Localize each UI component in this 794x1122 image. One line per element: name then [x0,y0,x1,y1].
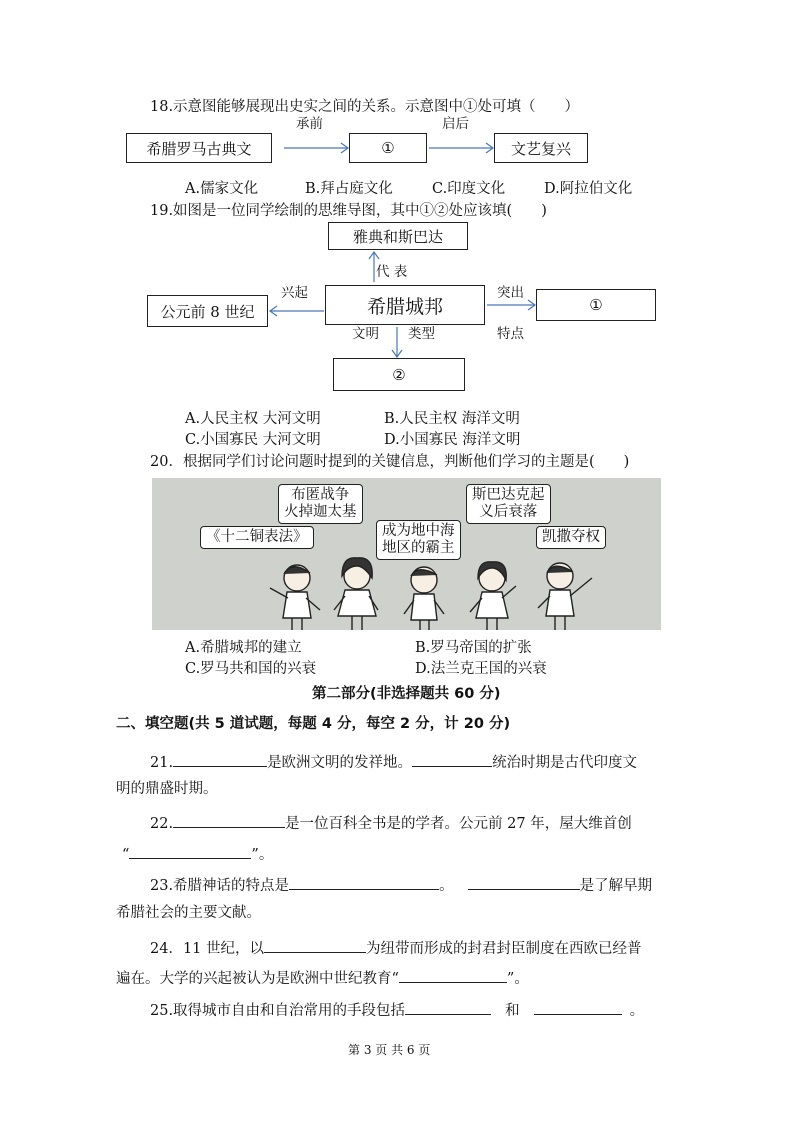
q21-num: 21. [150,755,174,771]
q24-text1: 为纽带而形成的封君封臣制度在西欧已经普 [366,941,642,957]
q22-blank-1[interactable] [173,813,285,828]
q23-text2: 是了解早期 [579,878,653,894]
q19-arrow-left [268,303,326,319]
q18-box-blank [349,133,427,163]
q18-stem: 18.示意图能够展现出史实之间的关系。示意图中①处可填（ ） [150,99,580,115]
q19-box-right [536,289,656,321]
q19-option-d[interactable]: D.小国寡民 海洋文明 [384,432,521,448]
q18-arrow1-label: 承前 [296,116,323,132]
q25-blank-1[interactable] [405,1000,491,1015]
q18-box-classical [126,133,272,163]
q19-option-a[interactable]: A.人民主权 大河文明 [185,411,321,427]
q19-box-center [325,285,485,325]
q19-label-bottom-right: 类型 [408,326,435,342]
q21-text2: 统治时期是古代印度文 [492,755,638,771]
q19-left-text: 公元前 8 世纪 [160,302,255,321]
q21-line1 [150,752,637,771]
q22-blank-2[interactable] [129,844,251,859]
q22-line2 [122,844,273,863]
q19-arrow-up [366,250,382,284]
q25-text2: 。 [629,1003,645,1019]
q19-option-c[interactable]: C.小国寡民 大河文明 [185,432,321,448]
q18-option-b[interactable]: B.拜占庭文化 [305,181,393,197]
q20-illustration [152,478,661,630]
q22-num: 22. [150,816,174,832]
q19-box-bottom [333,358,465,391]
q25-text1: 和 [505,1003,520,1019]
bubble-mediterranean: 成为地中海 地区的霸主 [376,520,461,560]
part2-title: 第二部分(非选择题共 60 分) [312,686,501,702]
q23-line1 [150,875,652,894]
q21-blank-2[interactable] [412,752,492,767]
q21-text1: 是欧洲文明的发祥地。 [267,755,413,771]
students-figures [152,478,661,630]
q24-blank-2[interactable] [399,968,507,983]
q21-blank-1[interactable] [173,752,267,767]
q18-arrow2-label: 启后 [442,116,469,132]
page-footer: 第 3 页 共 6 页 [348,1043,431,1057]
bubble-twelve-tables: 《十二铜表法》 [200,526,314,549]
q19-arrow-right [485,297,537,313]
q22-quote-open: “ [122,847,130,863]
q23-blank-2[interactable] [468,875,580,890]
student-4-figure [470,562,516,630]
q24-text3: ”。 [506,971,529,987]
q22-quote-close: ”。 [251,847,274,863]
q19-stem: 19.如图是一位同学绘制的思维导图，其中①②处应该填( ) [150,203,547,219]
q19-label-right-bottom: 特点 [497,326,524,342]
q19-top-text: 雅典和斯巴达 [352,227,443,246]
bubble-punic-wars: 布匿战争 火掉迦太基 [278,484,363,524]
q18-option-c[interactable]: C.印度文化 [432,181,506,197]
q20-option-b[interactable]: B.罗马帝国的扩张 [415,640,532,656]
q18-box2-text: ① [381,139,395,157]
q18-box3-text: 文艺复兴 [510,139,571,158]
q22-text1: 是一位百科全书是的学者。公元前 27 年，屋大维首创 [285,816,632,832]
q18-option-a[interactable]: A.儒家文化 [185,181,259,197]
student-2-figure [334,558,378,630]
student-1-figure [270,565,320,630]
q19-bottom-text: ② [392,365,406,384]
q23-text1: 。 [439,878,454,894]
q19-arrow-down [389,325,405,359]
q18-option-d[interactable]: D.阿拉伯文化 [544,181,633,197]
q20-option-d[interactable]: D.法兰克王国的兴衰 [415,661,547,677]
q19-label-right-top: 突出 [497,285,524,301]
q20-option-a[interactable]: A.希腊城邦的建立 [185,640,302,656]
q19-label-top: 代 表 [376,264,408,280]
bubble-spartacus: 斯巴达克起 义后衰落 [466,484,551,524]
q24-line1 [150,938,642,957]
q19-center-text: 希腊城邦 [366,295,443,318]
q19-label-left: 兴起 [281,285,308,301]
q20-stem: 20．根据同学们讨论问题时提到的关键信息，判断他们学习的主题是( ) [150,454,630,470]
q22-line1 [150,813,632,832]
q24-num: 24．11 世纪，以 [150,941,265,957]
section2-title: 二、填空题(共 5 道试题，每题 4 分，每空 2 分，计 20 分) [116,716,511,732]
student-5-figure [538,563,592,630]
q19-box-left [147,295,268,327]
q25-num: 25.取得城市自由和自治常用的手段包括 [150,1003,406,1019]
q18-arrow-2 [427,140,497,156]
q19-right-text: ① [589,296,603,314]
bubble-caesar: 凯撒夺权 [536,526,606,549]
q24-blank-1[interactable] [264,938,366,953]
q18-box1-text: 希腊罗马古典文 [146,139,252,158]
q19-label-bottom-left: 文明 [352,326,379,342]
q19-option-b[interactable]: B.人民主权 海洋文明 [384,411,520,427]
q23-num: 23.希腊神话的特点是 [150,878,290,894]
q25-line1 [150,1000,644,1019]
q23-text3: 希腊社会的主要文献。 [116,905,261,921]
q25-blank-2[interactable] [534,1000,622,1015]
q23-blank-1[interactable] [289,875,439,890]
q21-text3: 明的鼎盛时期。 [116,781,218,797]
q24-line2 [116,968,529,987]
q20-option-c[interactable]: C.罗马共和国的兴衰 [185,661,317,677]
q18-arrow-1 [272,140,352,156]
q18-box-renaissance [494,133,588,163]
q19-box-top [328,222,468,250]
q24-text2: 遍在。大学的兴起被认为是欧洲中世纪教育“ [116,971,399,987]
student-3-figure [404,567,444,630]
